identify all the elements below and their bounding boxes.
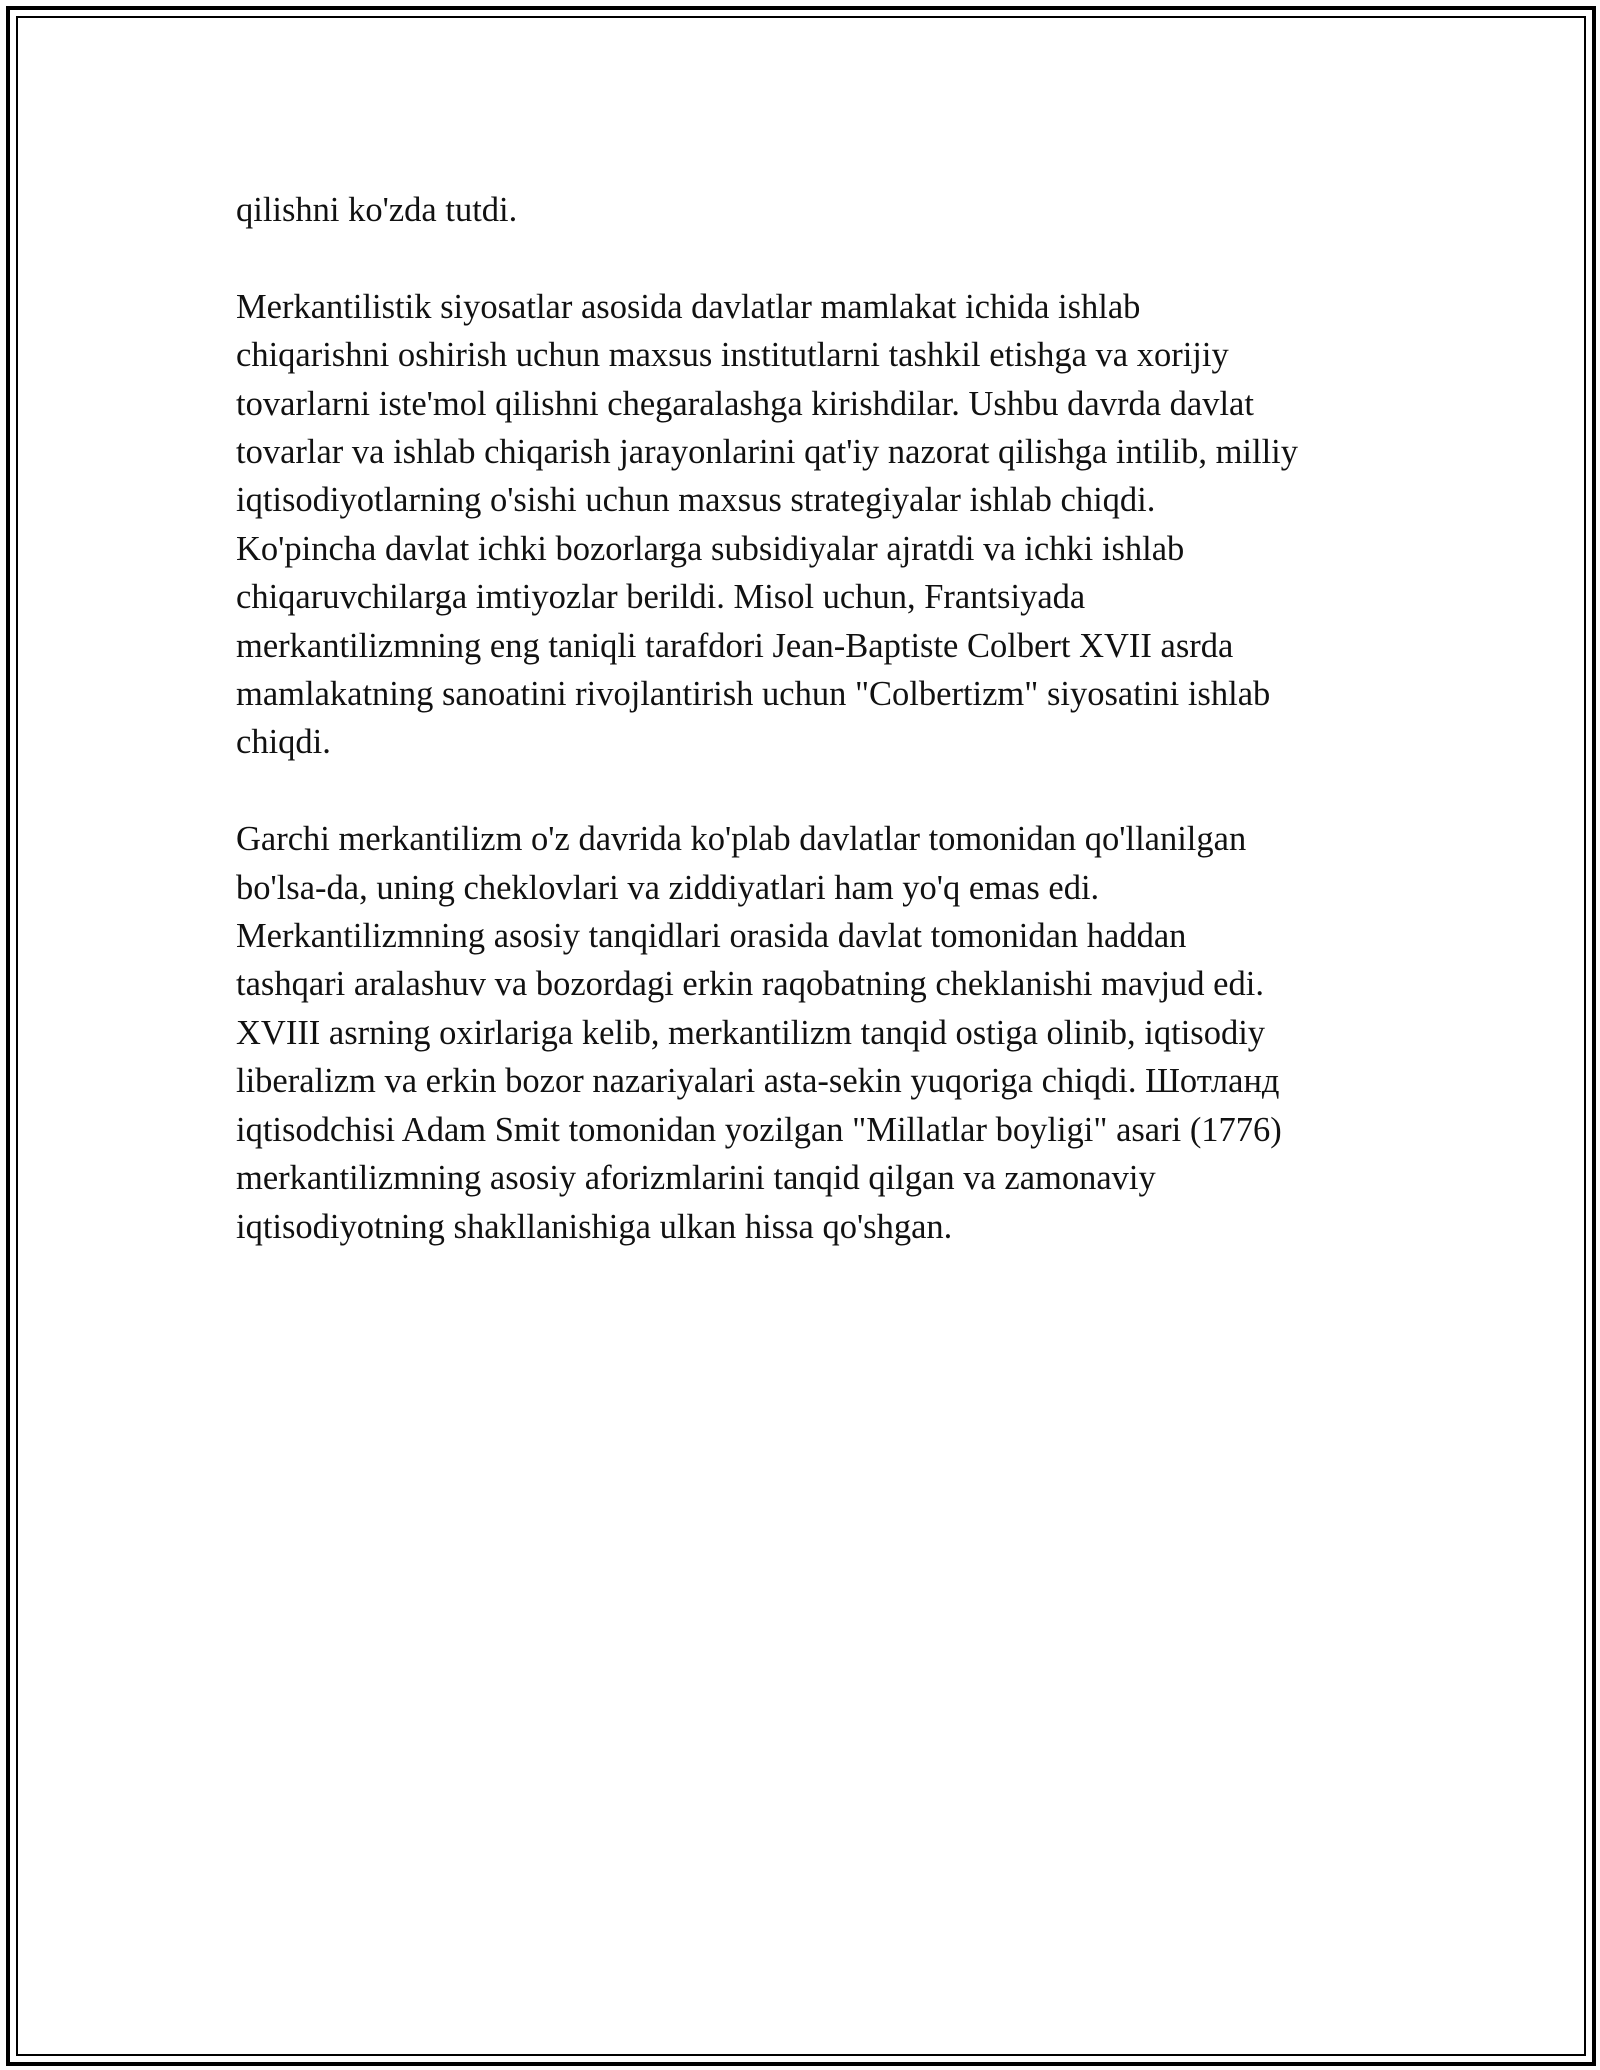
paragraph-mercantilist-policies: Merkantilistik siyosatlar asosida davlatlar mamlakat ichida ishlab chiqarishni oshirish uchun maxsus institutlarni tashkil etishga va xorijiy tovarlarni iste'mol qilishni chegaralashga kirishdilar. Ushbu davrda davlat tovarlar va ishlab chiqarish jarayonlarini qat'iy nazorat qilishga intilib, milliy iqtisodiyotlarning o'sishi uchun maxsus strategiyalar ishlab chiqdi. Ko'pincha davlat ichki bozorlarga subsidiyalar ajratdi va ichki ishlab chiqaruvchilarga imtiyozlar berildi. Misol uchun, Frantsiyada merkantilizmning eng taniqli tarafdori Jean-Baptiste Colbert XVII asrda mamlakatning sanoatini rivojlantirish uchun "Colbertizm" siyosatini ishlab chiqdi. [236,287,1299,762]
paragraph-mercantilism-criticism: Garchi merkantilizm o'z davrida ko'plab davlatlar tomonidan qo'llanilgan bo'lsa-da, uning cheklovlari va ziddiyatlari ham yo'q emas edi. Merkantilizmning asosiy tanqidlari orasida davlat tomonidan haddan tashqari aralashuv va bozordagi erkin raqobatning cheklanishi mavjud edi. XVIII asrning oxirlariga kelib, merkantilizm tanqid ostiga olinib, iqtisodiy liberalizm va erkin bozor nazariyalari asta-sekin yuqoriga chiqdi. Шотланд iqtisodchisi Adam Smit tomonidan yozilgan "Millatlar boyligi" asari (1776) merkantilizmning asosiy aforizmlarini tanqid qilgan va zamonaviy iqtisodiyotning shakllanishiga ulkan hissa qo'shgan. [236,820,1282,1246]
paragraph-continuation: qilishni ko'zda tutdi. [236,191,518,229]
document-body [236,186,1376,1299]
